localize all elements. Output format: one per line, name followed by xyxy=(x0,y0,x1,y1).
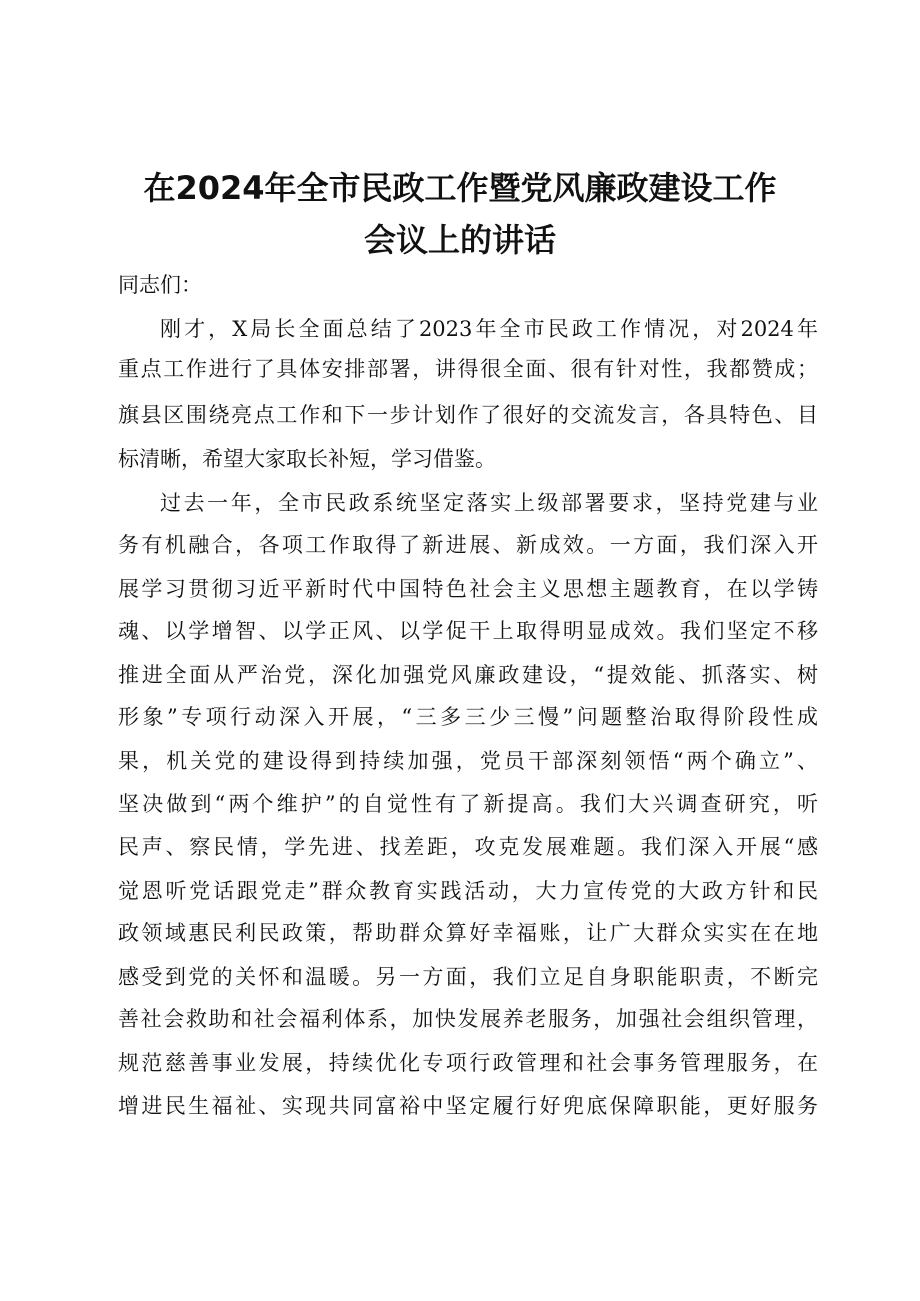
paragraph-1-line: 旗县区围绕亮点工作和下一步计划作了很好的交流发言，各具特色、目 xyxy=(118,403,818,427)
paragraph-1-line: 刚才，X局长全面总结了2023年全市民政工作情况，对2024年 xyxy=(160,317,818,341)
paragraph-2-line: 感受到党的关怀和温暖。另一方面，我们立足自身职能职责，不断完 xyxy=(118,965,818,989)
paragraph-2-line: 增进民生福祉、实现共同富裕中坚定履行好兜底保障职能，更好服务 xyxy=(118,1094,818,1118)
paragraph-2-line: 政领域惠民利民政策，帮助群众算好幸福账，让广大群众实实在在地 xyxy=(118,921,818,945)
paragraph-2-line: 形象”专项行动深入开展，“三多三少三慢”问题整治取得阶段性成 xyxy=(118,705,818,729)
paragraph-2-line: 推进全面从严治党，深化加强党风廉政建设，“提效能、抓落实、树 xyxy=(118,663,818,687)
document-title-line-2: 会议上的讲话 xyxy=(363,221,556,259)
paragraph-2-line: 果，机关党的建设得到持续加强，党员干部深刻领悟“两个确立”、 xyxy=(118,749,818,773)
document-title-line-1: 在2024年全市民政工作暨党风廉政建设工作 xyxy=(143,169,777,207)
paragraph-2-line: 过去一年，全市民政系统坚定落实上级部署要求，坚持党建与业 xyxy=(160,491,818,515)
paragraph-2-line: 展学习贯彻习近平新时代中国特色社会主义思想主题教育，在以学铸 xyxy=(118,577,818,601)
paragraph-2-line: 民声、察民情，学先进、找差距，攻克发展难题。我们深入开展“感 xyxy=(118,835,818,859)
paragraph-2-line: 务有机融合，各项工作取得了新进展、新成效。一方面，我们深入开 xyxy=(118,533,818,557)
paragraph-2-line: 善社会救助和社会福利体系，加快发展养老服务，加强社会组织管理， xyxy=(118,1007,818,1031)
paragraph-2-line: 坚决做到“两个维护”的自觉性有了新提高。我们大兴调查研究，听 xyxy=(118,792,818,816)
salutation: 同志们： xyxy=(118,273,202,297)
paragraph-2-line: 魂、以学增智、以学正风、以学促干上取得明显成效。我们坚定不移 xyxy=(118,619,818,643)
paragraph-2-line: 规范慈善事业发展，持续优化专项行政管理和社会事务管理服务，在 xyxy=(118,1051,818,1075)
paragraph-1-line: 标清晰，希望大家取长补短，学习借鉴。 xyxy=(118,447,496,471)
paragraph-2-line: 觉恩听党话跟党走”群众教育实践活动，大力宣传党的大政方针和民 xyxy=(118,879,818,903)
paragraph-1-line: 重点工作进行了具体安排部署，讲得很全面、很有针对性，我都赞成； xyxy=(118,357,818,381)
